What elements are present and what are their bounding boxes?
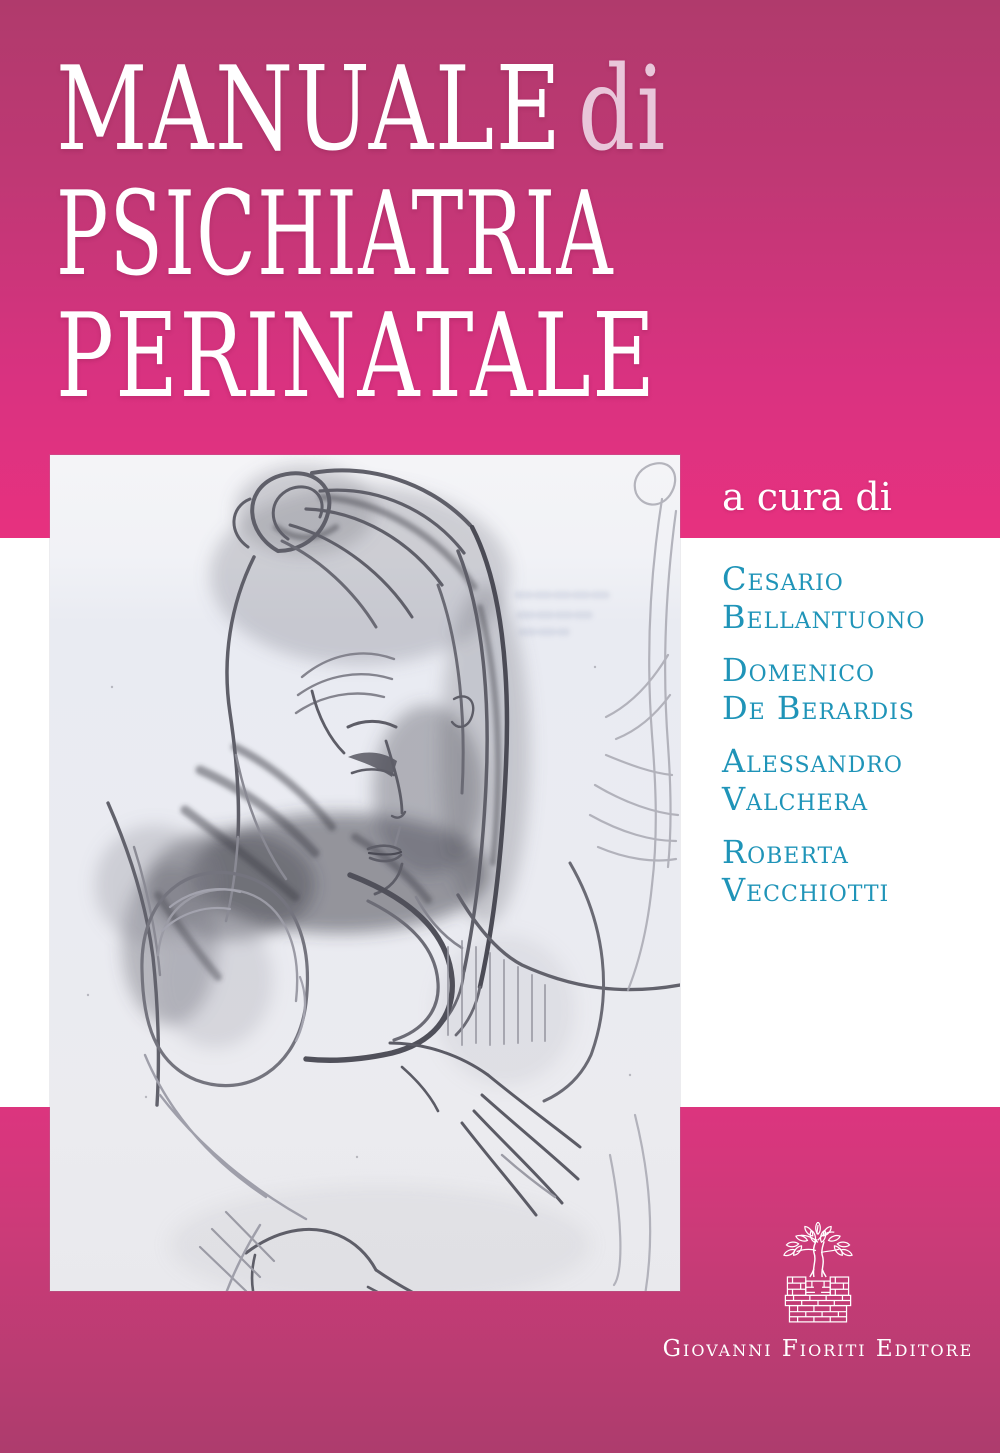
title-particle-di: di: [577, 42, 667, 177]
cover-artwork: [50, 455, 680, 1291]
editor-last-name: De Berardis: [722, 689, 915, 727]
title-line-3: PERINATALE: [56, 289, 657, 424]
editors-list: [722, 560, 992, 924]
editor-last-name: Valchera: [722, 780, 869, 818]
byline-label: a cura di: [722, 475, 892, 519]
tree-on-castle-wall-icon: [779, 1222, 857, 1328]
editor-last-name: Bellantuono: [722, 598, 926, 636]
editor-first-name: Domenico: [722, 651, 876, 689]
title-line-2: PSICHIATRIA: [56, 167, 614, 302]
editor-first-name: Alessandro: [722, 742, 903, 780]
publisher-block: [636, 1222, 1000, 1361]
editor-item: [722, 833, 992, 909]
publisher-name: Giovanni Fioriti Editore: [662, 1336, 974, 1362]
editor-item: [722, 742, 992, 818]
editor-item: [722, 651, 992, 727]
editor-first-name: Roberta: [722, 833, 849, 871]
editor-last-name: Vecchiotti: [722, 871, 890, 909]
title-line-1: [56, 42, 667, 177]
mother-and-child-sketch-icon: [50, 455, 680, 1291]
editor-item: [722, 560, 992, 636]
title-word-manuale: MANUALE: [56, 42, 563, 177]
editor-first-name: Cesario: [722, 560, 844, 598]
